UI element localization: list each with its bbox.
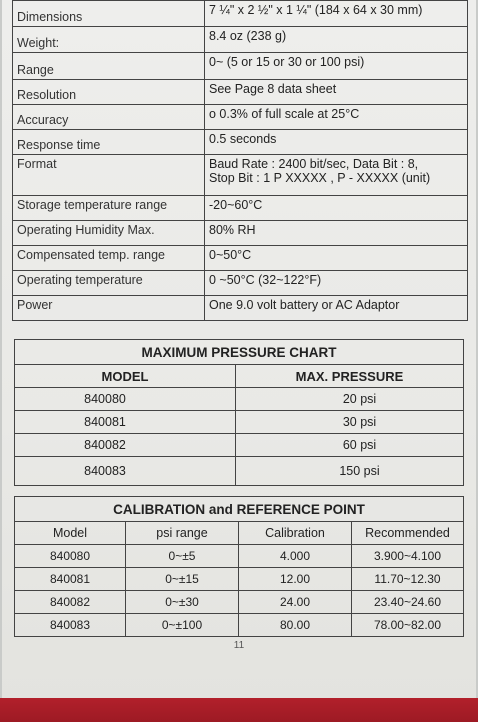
calibration-cell: 12.00 <box>239 568 352 591</box>
spec-value: o 0.3% of full scale at 25°C <box>205 105 468 130</box>
column-header: MAX. PRESSURE <box>236 365 464 388</box>
table-row <box>15 614 464 637</box>
spec-key: Weight: <box>13 27 205 53</box>
table-title: CALIBRATION and REFERENCE POINT <box>15 497 464 522</box>
spec-row <box>13 221 468 246</box>
spec-key: Format <box>13 155 205 196</box>
spec-key: Storage temperature range <box>13 196 205 221</box>
model-cell: 840081 <box>15 568 126 591</box>
table-row <box>15 457 464 486</box>
spec-row <box>13 296 468 321</box>
psi-range-cell: 0~±15 <box>126 568 239 591</box>
spec-key: Operating Humidity Max. <box>13 221 205 246</box>
recommended-cell: 11.70~12.30 <box>352 568 464 591</box>
spec-value: 0 ~50°C (32~122°F) <box>205 271 468 296</box>
spec-key: Dimensions <box>13 1 205 27</box>
spec-key: Compensated temp. range <box>13 246 205 271</box>
spec-key: Accuracy <box>13 105 205 130</box>
model-cell: 840083 <box>15 457 236 486</box>
table-row <box>15 591 464 614</box>
column-header: MODEL <box>15 365 236 388</box>
spec-value: 80% RH <box>205 221 468 246</box>
spec-row <box>13 53 468 80</box>
calibration-cell: 80.00 <box>239 614 352 637</box>
model-cell: 840081 <box>15 411 236 434</box>
spec-value: 0~50°C <box>205 246 468 271</box>
spec-row <box>13 80 468 105</box>
pressure-cell: 60 psi <box>236 434 464 457</box>
model-cell: 840082 <box>15 434 236 457</box>
spec-row <box>13 130 468 155</box>
model-cell: 840083 <box>15 614 126 637</box>
pressure-cell: 150 psi <box>236 457 464 486</box>
model-cell: 840080 <box>15 545 126 568</box>
spec-row <box>13 1 468 27</box>
pressure-cell: 30 psi <box>236 411 464 434</box>
spec-value: 0.5 seconds <box>205 130 468 155</box>
calibration-cell: 24.00 <box>239 591 352 614</box>
spec-value: One 9.0 volt battery or AC Adaptor <box>205 296 468 321</box>
specifications-table <box>12 0 468 321</box>
page-number: 11 <box>233 640 245 651</box>
recommended-cell: 3.900~4.100 <box>352 545 464 568</box>
pressure-cell: 20 psi <box>236 388 464 411</box>
psi-range-cell: 0~±30 <box>126 591 239 614</box>
spec-key: Range <box>13 53 205 80</box>
spec-value-line: Stop Bit : 1 P XXXXX , P - XXXXX (unit) <box>209 171 431 185</box>
spec-row <box>13 196 468 221</box>
table-row <box>15 568 464 591</box>
recommended-cell: 78.00~82.00 <box>352 614 464 637</box>
calibration-reference-table <box>14 496 464 637</box>
red-background-strip <box>0 698 478 722</box>
spec-key: Resolution <box>13 80 205 105</box>
spec-value: -20~60°C <box>205 196 468 221</box>
spec-row <box>13 271 468 296</box>
spec-value <box>205 155 468 196</box>
table-row <box>15 545 464 568</box>
psi-range-cell: 0~±5 <box>126 545 239 568</box>
spec-value: 7 ¼" x 2 ½" x 1 ¼" (184 x 64 x 30 mm) <box>205 1 468 27</box>
spec-key: Operating temperature <box>13 271 205 296</box>
spec-value: See Page 8 data sheet <box>205 80 468 105</box>
calibration-cell: 4.000 <box>239 545 352 568</box>
spec-value: 8.4 oz (238 g) <box>205 27 468 53</box>
spec-row <box>13 27 468 53</box>
spec-value: 0~ (5 or 15 or 30 or 100 psi) <box>205 53 468 80</box>
psi-range-cell: 0~±100 <box>126 614 239 637</box>
spec-key: Response time <box>13 130 205 155</box>
model-cell: 840082 <box>15 591 126 614</box>
spec-key: Power <box>13 296 205 321</box>
table-row <box>15 411 464 434</box>
table-title: MAXIMUM PRESSURE CHART <box>15 340 464 365</box>
spec-row <box>13 105 468 130</box>
column-header: Recommended <box>352 522 464 545</box>
column-header: Model <box>15 522 126 545</box>
column-header: psi range <box>126 522 239 545</box>
spec-row <box>13 246 468 271</box>
spec-row <box>13 155 468 196</box>
recommended-cell: 23.40~24.60 <box>352 591 464 614</box>
column-header: Calibration <box>239 522 352 545</box>
spec-value-line: Baud Rate : 2400 bit/sec, Data Bit : 8, <box>209 157 419 171</box>
table-row <box>15 388 464 411</box>
model-cell: 840080 <box>15 388 236 411</box>
table-row <box>15 434 464 457</box>
maximum-pressure-chart <box>14 339 464 486</box>
